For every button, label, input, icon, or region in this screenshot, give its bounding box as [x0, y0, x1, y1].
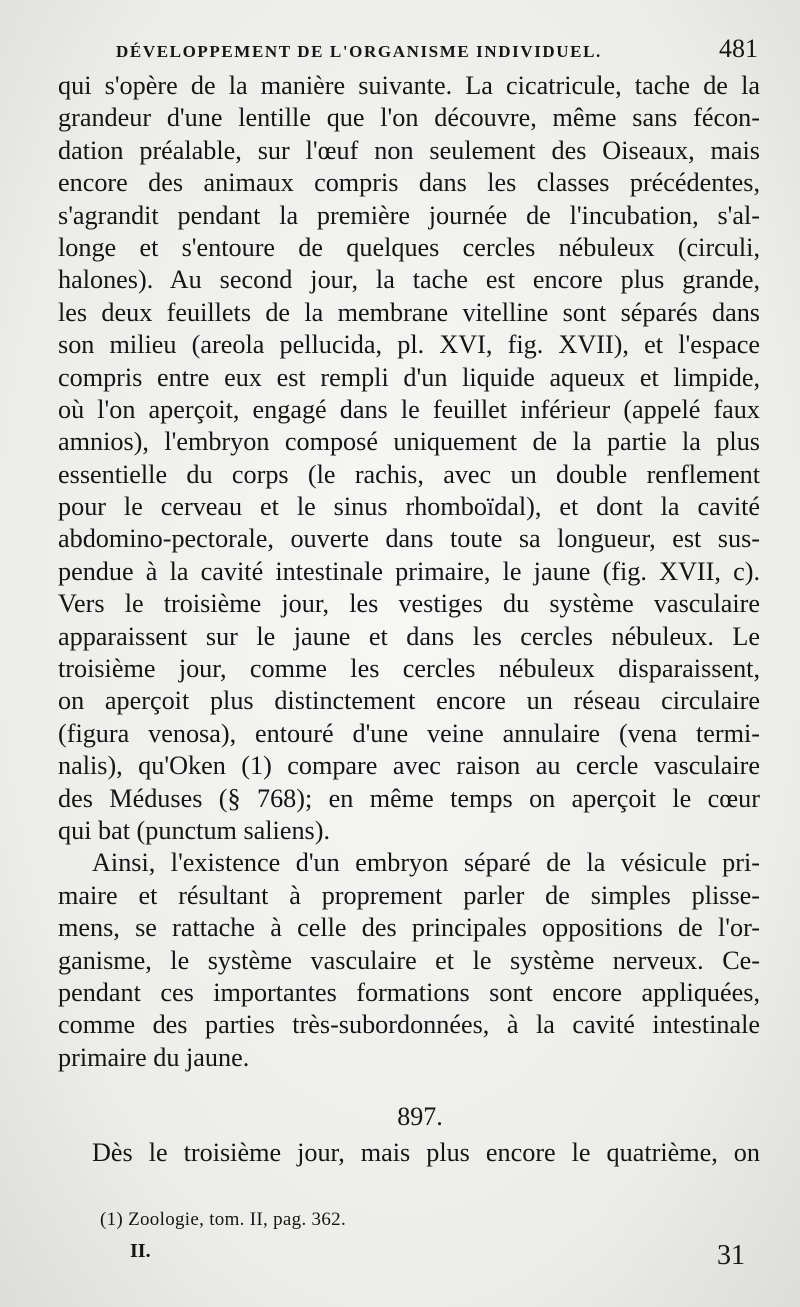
footnote: (1) Zoologie, tom. II, pag. 362. — [100, 1209, 346, 1230]
text-line: qui s'opère de la manière suivante. La cicatricule, tache de la — [58, 71, 760, 100]
text-line: longe et s'entoure de quelques cercles nébuleux (circuli, — [58, 232, 760, 262]
section-number: 897. — [397, 1102, 443, 1131]
text-line: (figura venosa), entouré d'une veine annulaire (vena termi- — [58, 718, 760, 748]
text-line: les deux feuillets de la membrane vitelline sont séparés dans — [58, 297, 760, 327]
printer-signature — [130, 1240, 745, 1272]
text-line: pour le cerveau et le sinus rhomboïdal), et dont la cavité — [58, 492, 760, 522]
text-line: pendue à la cavité intestinale primaire, le jaune (fig. XVII, c). — [58, 556, 760, 586]
text-line: ganisme, le système vasculaire et le système nerveux. Ce- — [58, 945, 760, 975]
page-number: 481 — [719, 34, 758, 63]
text-line: qui bat (punctum saliens). — [58, 815, 331, 845]
paragraph-1 — [58, 70, 760, 847]
text-line: où l'on aperçoit, engagé dans le feuillet inférieur (appelé faux — [58, 394, 760, 424]
paragraph-3 — [58, 1137, 760, 1169]
text-line: nalis), qu'Oken (1) compare avec raison au cercle vasculaire — [58, 751, 760, 781]
text-line: grandeur d'une lentille que l'on découvre, même sans fécon- — [58, 103, 760, 133]
text-line: primaire du jaune. — [58, 1042, 250, 1072]
text-line: son milieu (areola pellucida, pl. XVI, fig. XVII), et l'espace — [58, 330, 760, 360]
text-line: des Méduses (§ 768); en même temps on aperçoit le cœur — [58, 783, 760, 813]
text-line: pendant ces importantes formations sont encore appliquées, — [58, 977, 760, 1007]
text-line: encore des animaux compris dans les classes précédentes, — [58, 168, 760, 198]
text-line: Dès le troisième jour, mais plus encore le quatrième, on — [92, 1138, 760, 1167]
text-line: Ainsi, l'existence d'un embryon séparé de la vésicule pri- — [92, 848, 760, 878]
text-line: compris entre eux est rempli d'un liquide aqueux et limpide, — [58, 362, 760, 392]
text-line: abdomino-pectorale, ouverte dans toute sa longueur, est sus- — [58, 524, 760, 554]
paragraph-2 — [58, 847, 760, 1074]
text-line: maire et résultant à proprement parler de simples plisse- — [58, 880, 760, 910]
text-line: essentielle du corps (le rachis, avec un double renflement — [58, 459, 760, 489]
text-line: mens, se rattache à celle des principales oppositions de l'or- — [58, 913, 760, 943]
text-line: amnios), l'embryon composé uniquement de la partie la plus — [58, 427, 760, 457]
running-head — [116, 34, 758, 64]
text-line: dation préalable, sur l'œuf non seulement des Oiseaux, mais — [58, 135, 760, 165]
text-line: s'agrandit pendant la première journée de l'incubation, s'al- — [58, 200, 760, 230]
text-line: Vers le troisième jour, les vestiges du système vasculaire — [58, 589, 760, 619]
text-line: comme des parties très-subordonnées, à la cavité intestinale — [58, 1010, 760, 1040]
text-line: apparaissent sur le jaune et dans les cercles nébuleux. Le — [58, 621, 760, 651]
paragraph-3-container — [58, 1137, 760, 1169]
signature-volume: II. — [130, 1240, 151, 1262]
text-line: on aperçoit plus distinctement encore un réseau circulaire — [58, 686, 760, 716]
text-line: halones). Au second jour, la tache est encore plus grande, — [58, 265, 760, 295]
body-text — [58, 70, 760, 1074]
running-title: DÉVELOPPEMENT DE L'ORGANISME INDIVIDUEL. — [116, 42, 602, 61]
signature-sheet: 31 — [717, 1240, 745, 1271]
text-line: troisième jour, comme les cercles nébuleux disparaissent, — [58, 654, 760, 684]
